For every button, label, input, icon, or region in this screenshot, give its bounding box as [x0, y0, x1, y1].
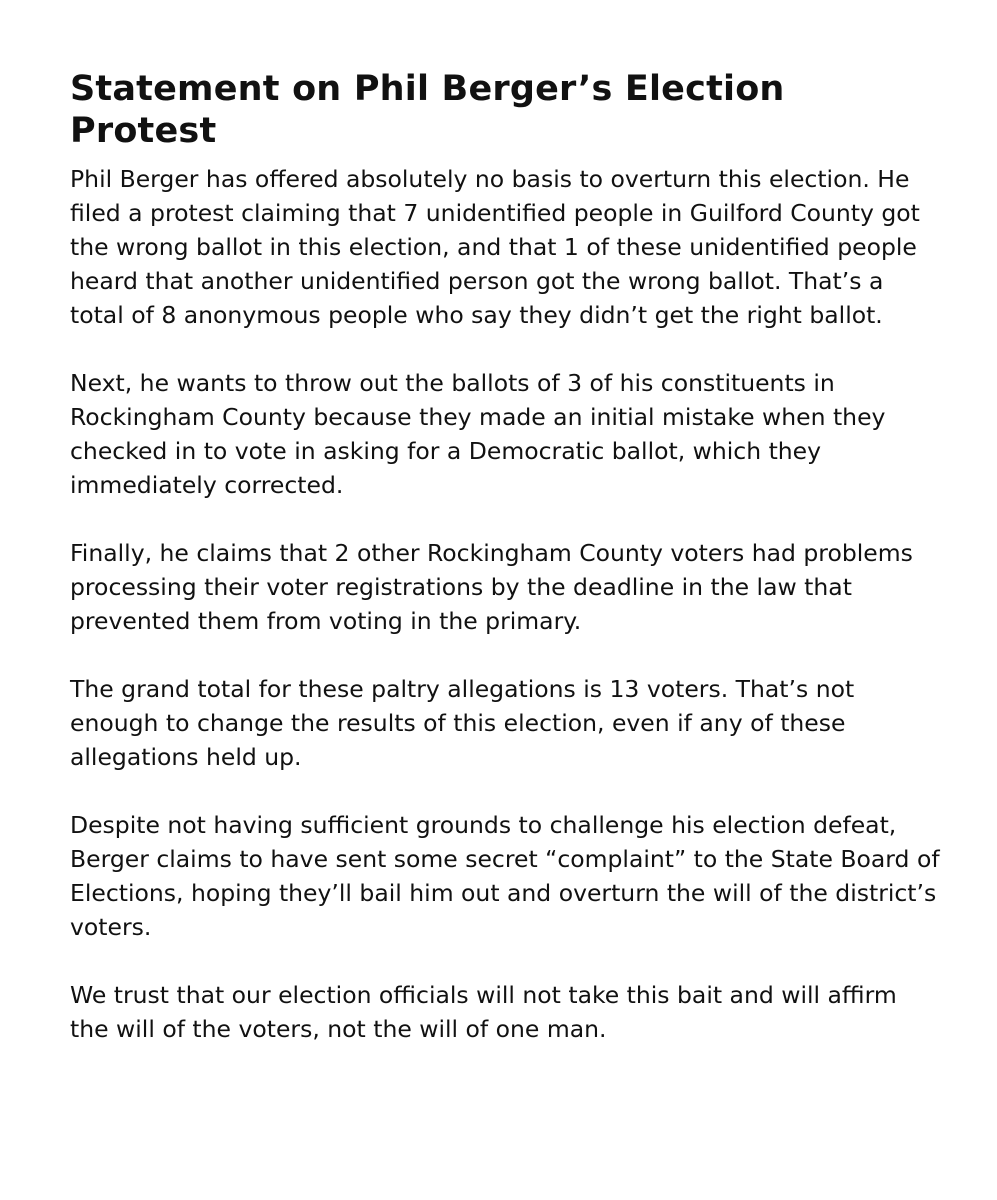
paragraph-6: We trust that our election officials will not take this bait and will affirm the will of the voters, not the will of one man. [70, 981, 897, 1043]
paragraph-3: Finally, he claims that 2 other Rockingham County voters had problems processing their voter registrations by the deadline in the law that prevented them from voting in the primary. [70, 539, 913, 635]
paragraph-5: Despite not having sufficient grounds to challenge his election defeat, Berger claims to have sent some secret “complaint” to the State Board of Elections, hoping they’ll bail him out and overturn the will of the district’s voters. [70, 811, 940, 941]
paragraph-1: Phil Berger has offered absolutely no basis to overturn this election. He filed a protest claiming that 7 unidentified people in Guilford County got the wrong ballot in this election, and that 1 of these unidentified people heard that another unidentified person got the wrong ballot. That’s a total of 8 anonymous people who say they didn’t get the right ballot. [70, 165, 920, 329]
paragraph-2: Next, he wants to throw out the ballots of 3 of his constituents in Rockingham County because they made an initial mistake when they checked in to vote in asking for a Democratic ballot, which they immediately corrected. [70, 369, 886, 499]
statement-document [70, 68, 940, 1080]
statement-title: Statement on Phil Berger’s Election Protest [70, 69, 785, 151]
paragraph-4: The grand total for these paltry allegations is 13 voters. That’s not enough to change the results of this election, even if any of these allegations held up. [70, 675, 855, 771]
